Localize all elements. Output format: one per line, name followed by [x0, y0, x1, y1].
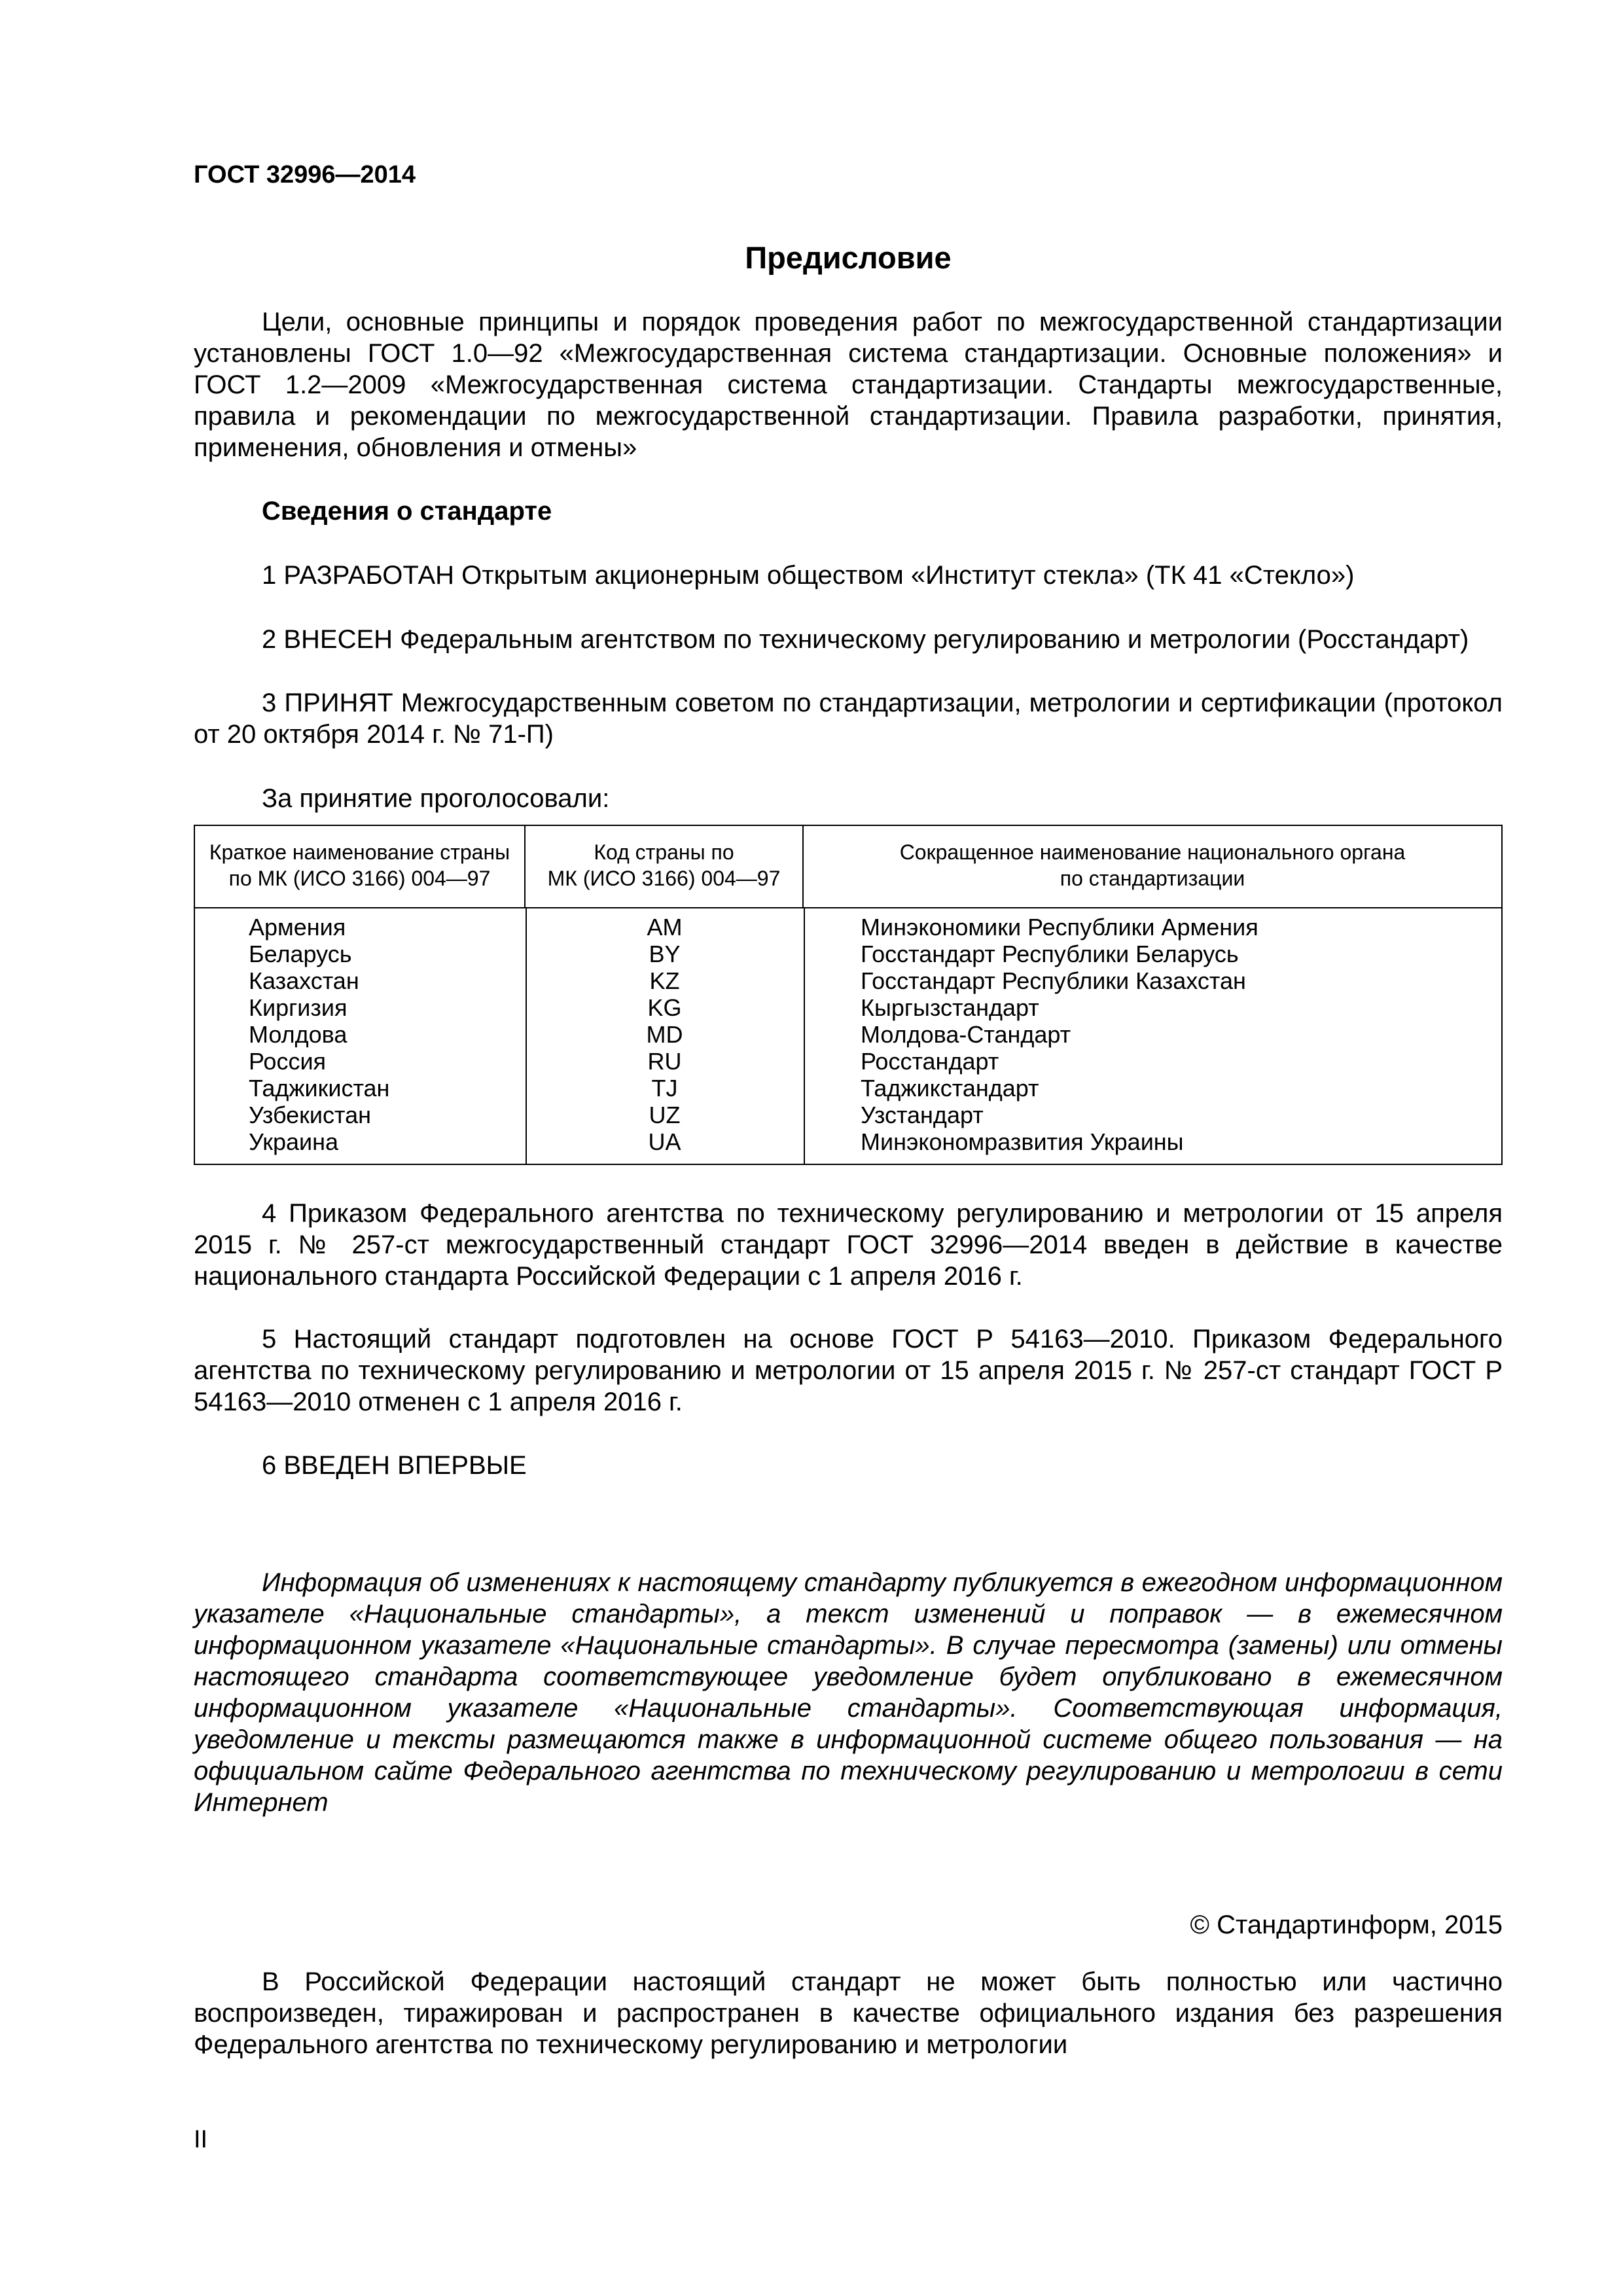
body-cell: Таджикстандарт — [861, 1075, 1039, 1102]
table-row — [195, 1128, 1501, 1155]
code-cell: RU — [647, 1048, 682, 1075]
voting-table — [194, 825, 1503, 1165]
country-cell: Узбекистан — [249, 1102, 372, 1128]
item-first-introduced: 6 ВВЕДЕН ВПЕРВЫЕ — [262, 1451, 527, 1480]
table-row — [195, 1075, 1501, 1102]
table-body — [195, 914, 1501, 1155]
header-line: по МК (ИСО 3166) 004—97 — [228, 867, 491, 890]
country-cell: Молдова — [249, 1021, 348, 1048]
code-cell: UA — [648, 1128, 681, 1155]
table-row — [195, 1102, 1501, 1128]
body-cell: Госстандарт Республики Казахстан — [861, 967, 1246, 994]
table-header-body — [804, 826, 1501, 907]
code-cell: AM — [647, 914, 683, 941]
item-enacted: 4 Приказом Федерального агентства по техническому регулированию и метрологии от 15 апреля 2015 г. № 257-ст межгосударственный стандарт ГОСТ 32996—2014 введен в действие в качестве национального стандарта Российской Федерации с 1 апреля 2016 г. — [194, 1199, 1503, 1291]
table-row — [195, 941, 1501, 967]
body-cell: Кыргызстандарт — [861, 994, 1039, 1021]
header-line: Краткое наименование страны — [209, 840, 510, 864]
table-header-country — [195, 826, 526, 907]
country-cell: Россия — [249, 1048, 327, 1075]
document-code: ГОСТ 32996—2014 — [194, 161, 416, 188]
body-cell: Молдова-Стандарт — [861, 1021, 1071, 1048]
item-developed: 1 РАЗРАБОТАН Открытым акционерным обществом «Институт стекла» (ТК 41 «Стекло») — [262, 561, 1355, 590]
body-cell: Росстандарт — [861, 1048, 999, 1075]
code-cell: TJ — [651, 1075, 678, 1102]
country-cell: Таджикистан — [249, 1075, 390, 1102]
table-row — [195, 914, 1501, 941]
page-number: II — [194, 2126, 208, 2153]
code-cell: UZ — [649, 1102, 681, 1128]
country-cell: Армения — [249, 914, 346, 941]
item-submitted: 2 ВНЕСЕН Федеральным агентством по техническому регулированию и метрологии (Росстандарт) — [262, 625, 1469, 654]
code-cell: KZ — [649, 967, 680, 994]
code-cell: KG — [647, 994, 682, 1021]
body-cell: Госстандарт Республики Беларусь — [861, 941, 1239, 967]
body-cell: Минэкономики Республики Армения — [861, 914, 1258, 941]
header-line: Сокращенное наименование национального органа — [899, 840, 1406, 864]
item-adopted: 3 ПРИНЯТ Межгосударственным советом по стандартизации, метрологии и сертификации (протокол от 20 октября 2014 г. № 71-П) — [194, 689, 1503, 749]
table-row — [195, 1048, 1501, 1075]
copyright-notice: © Стандартинформ, 2015 — [1190, 1910, 1503, 1939]
code-cell: MD — [646, 1021, 683, 1048]
country-cell: Беларусь — [249, 941, 352, 967]
table-header-divider — [195, 907, 1501, 908]
intro-paragraph: Цели, основные принципы и порядок проведения работ по межгосударственной стандартизации установлены ГОСТ 1.0—92 «Межгосударственная система стандартизации. Основные положения» и ГОСТ 1.2—2009 «Межгосударственная система стандартизации. Стандарты межгосударственные, правила и рекомендации по межгосударственной стандартизации. Правила разработки, принятия, применения, обновления и отмены» — [194, 308, 1503, 462]
country-cell: Киргизия — [249, 994, 348, 1021]
document-page — [194, 0, 1503, 2296]
table-row — [195, 967, 1501, 994]
standard-info-heading: Сведения о стандарте — [262, 497, 552, 526]
table-header-code — [526, 826, 804, 907]
body-cell: Узстандарт — [861, 1102, 984, 1128]
header-line: МК (ИСО 3166) 004—97 — [547, 867, 781, 890]
table-row — [195, 1021, 1501, 1048]
country-cell: Украина — [249, 1128, 339, 1155]
header-line: Код страны по — [594, 840, 734, 864]
header-line: по стандартизации — [1060, 867, 1245, 890]
page-title: Предисловие — [745, 240, 952, 275]
changes-info-notice: Информация об изменениях к настоящему стандарту публикуется в ежегодном информационном указателе «Национальные стандарты», а текст изменений и поправок — в ежемесячном информационном указателе «Национальные стандарты». В случае пересмотра (замены) или отмены настоящего стандарта соответствующее уведомление будет опубликовано в ежемесячном информационном указателе «Национальные стандарты». Соответствующая информация, уведомление и тексты размещаются также в информационной системе общего пользования — на официальном сайте Федерального агентства по техническому регулированию и метрологии в сети Интернет — [194, 1568, 1503, 1817]
item-based-on: 5 Настоящий стандарт подготовлен на основе ГОСТ Р 54163—2010. Приказом Федерального агентства по техническому регулированию и метрологии от 15 апреля 2015 г. № 257-ст стандарт ГОСТ Р 54163—2010 отменен с 1 апреля 2016 г. — [194, 1325, 1503, 1416]
country-cell: Казахстан — [249, 967, 359, 994]
voted-label: За принятие проголосовали: — [262, 784, 610, 813]
table-row — [195, 994, 1501, 1021]
code-cell: BY — [649, 941, 681, 967]
reproduction-notice: В Российской Федерации настоящий стандарт не может быть полностью или частично воспроизведен, тиражирован и распространен в качестве официального издания без разрешения Федерального агентства по техническому регулированию и метрологии — [194, 1967, 1503, 2059]
body-cell: Минэкономразвития Украины — [861, 1128, 1184, 1155]
